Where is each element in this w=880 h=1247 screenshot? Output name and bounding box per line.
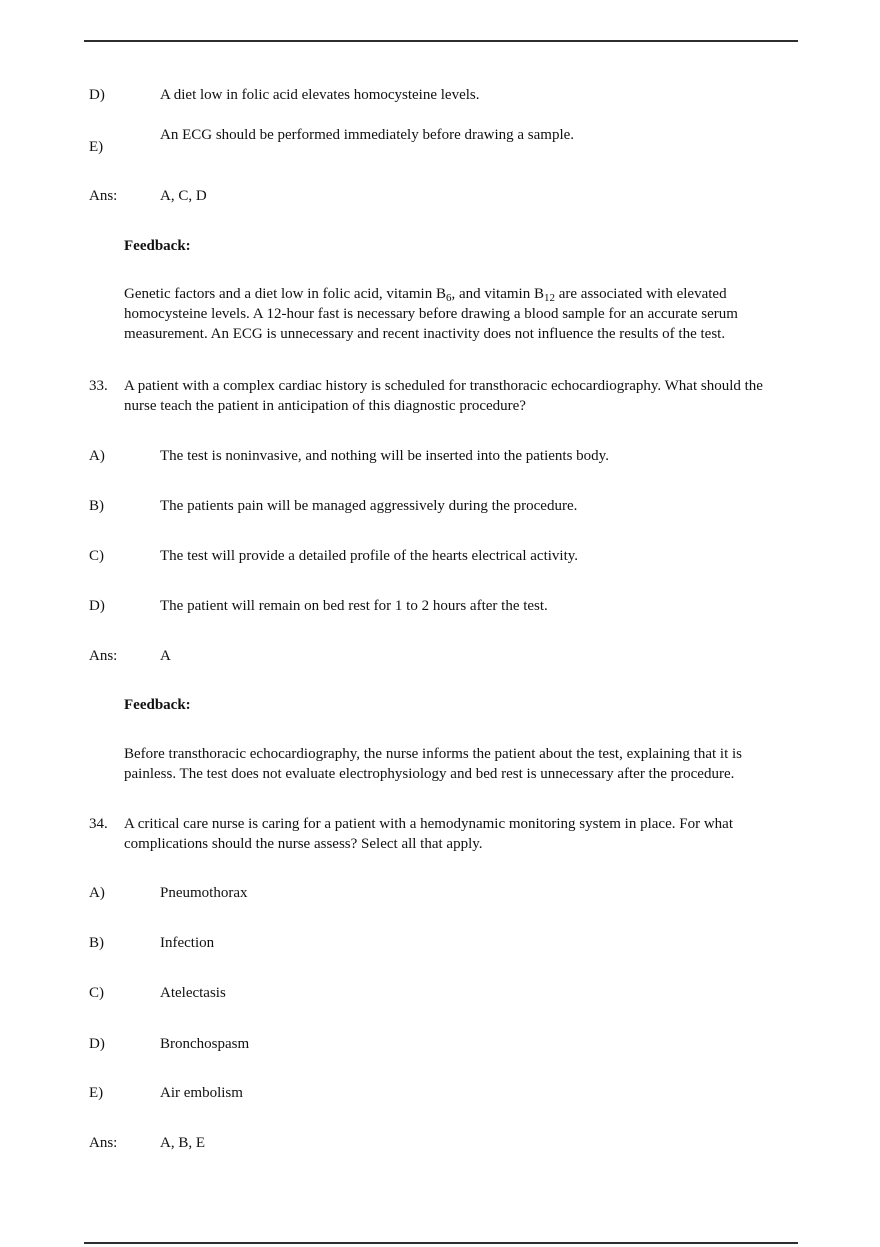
answer-value: A, C, D: [160, 188, 207, 204]
question-number: 33.: [89, 378, 108, 394]
option-row: [0, 883, 880, 903]
feedback-paragraph: Before transthoracic echocardiography, the nurse informs the patient about the test, explaining that it is painless. The test does not evaluate electrophysiology and bed rest is unnecessary after the procedure.: [124, 746, 742, 782]
answer-value: A, B, E: [160, 1135, 205, 1151]
option-row: [0, 85, 880, 105]
answer-row: [0, 1133, 880, 1153]
question-text: A critical care nurse is caring for a patient with a hemodynamic monitoring system in place. For what complications should the nurse assess? Select all that apply.: [124, 816, 733, 852]
question-text: A patient with a complex cardiac history is scheduled for transthoracic echocardiography. What should the nurse teach the patient in anticipation of this diagnostic procedure?: [124, 378, 763, 414]
answer-label: Ans:: [89, 188, 118, 204]
answer-row: [0, 186, 880, 206]
option-row: [0, 446, 880, 466]
option-row: [0, 1083, 880, 1103]
feedback-text-part: , and vitamin B: [451, 286, 544, 302]
option-text: Atelectasis: [160, 985, 226, 1001]
option-text: Infection: [160, 935, 215, 951]
feedback-text-part: Genetic factors and a diet low in folic acid, vitamin B: [124, 286, 446, 302]
option-row: [0, 496, 880, 516]
option-text: The test will provide a detailed profile of the hearts electrical activity.: [160, 548, 579, 564]
option-text: The patients pain will be managed aggressively during the procedure.: [160, 498, 578, 514]
option-letter: D): [89, 598, 105, 614]
option-row: [0, 983, 880, 1003]
feedback-heading: Feedback:: [124, 697, 191, 713]
question-row: [0, 814, 880, 854]
answer-label: Ans:: [89, 648, 118, 664]
option-row: [0, 596, 880, 616]
footer-rule: [84, 1242, 798, 1244]
option-row: [0, 1034, 880, 1054]
vitamin-b12-subscript: 12: [543, 292, 555, 304]
option-letter: C): [89, 985, 104, 1001]
header-rule: [84, 40, 798, 42]
option-letter: A): [89, 448, 105, 464]
option-letter: C): [89, 548, 104, 564]
option-text: Bronchospasm: [160, 1036, 250, 1052]
answer-value: A: [160, 648, 171, 664]
option-letter: E): [89, 139, 104, 155]
option-text: An ECG should be performed immediately before drawing a sample.: [160, 127, 575, 143]
option-text: The patient will remain on bed rest for 1 to 2 hours after the test.: [160, 598, 548, 614]
option-row: [0, 125, 880, 155]
vitamin-b6-subscript: 6: [445, 292, 452, 304]
option-letter: D): [89, 87, 105, 103]
feedback-heading: Feedback:: [124, 238, 191, 254]
option-letter: B): [89, 935, 104, 951]
option-text: Pneumothorax: [160, 885, 248, 901]
option-text: Air embolism: [160, 1085, 243, 1101]
option-text: The test is noninvasive, and nothing will be inserted into the patients body.: [160, 448, 609, 464]
option-row: [0, 546, 880, 566]
option-letter: D): [89, 1036, 105, 1052]
feedback-text-part: are associated with elevated homocysteine levels. A 12-hour fast is necessary before drawing a blood sample for an accurate serum measurement. An ECG is unnecessary and recent inactivity does not influence the results of the test.: [124, 286, 738, 342]
answer-label: Ans:: [89, 1135, 118, 1151]
option-letter: A): [89, 885, 105, 901]
question-number: 34.: [89, 816, 108, 832]
question-row: [0, 376, 880, 416]
option-letter: B): [89, 498, 104, 514]
option-letter: E): [89, 1085, 104, 1101]
feedback-paragraph: [124, 284, 792, 344]
option-row: [0, 933, 880, 953]
option-text: A diet low in folic acid elevates homocysteine levels.: [160, 87, 480, 103]
answer-row: [0, 646, 880, 666]
